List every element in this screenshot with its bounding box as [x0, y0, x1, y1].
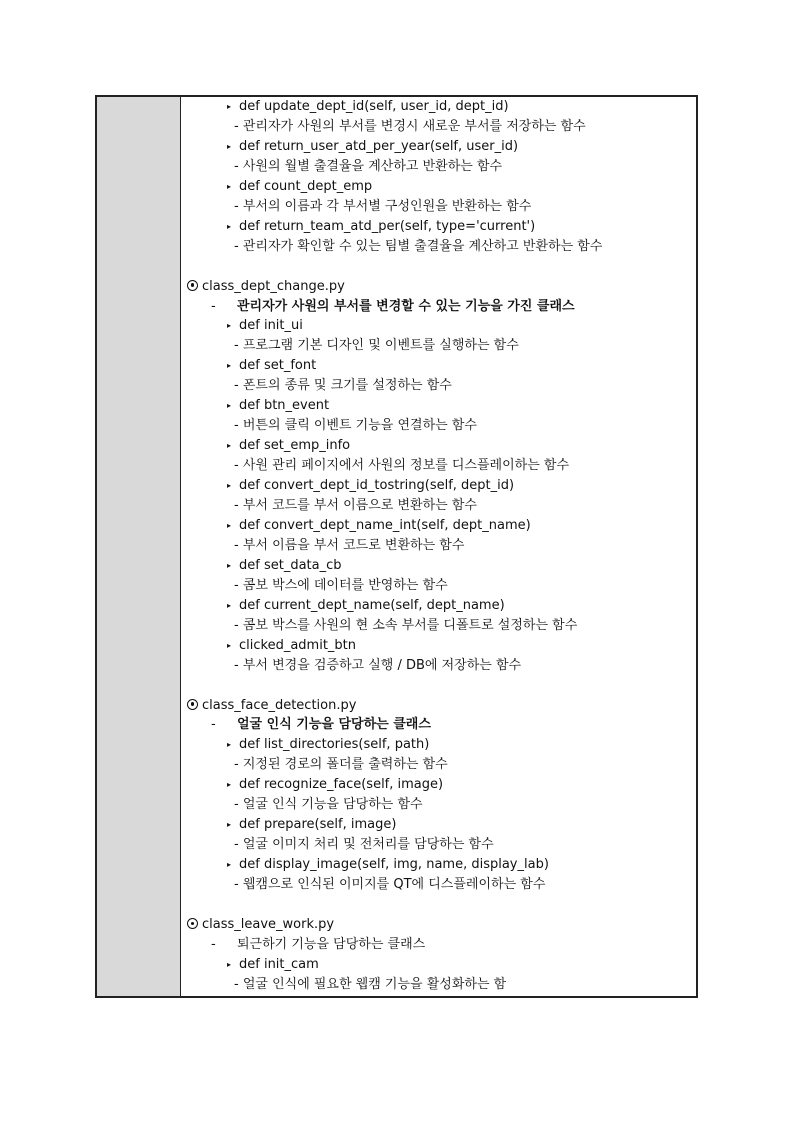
function-description-line — [234, 837, 494, 853]
function-def-line — [227, 817, 396, 833]
function-signature: def btn_event — [239, 398, 330, 414]
function-description-line — [234, 338, 519, 354]
function-signature: def return_team_atd_per(self, type='current') — [239, 218, 536, 234]
function-signature: def set_data_cb — [239, 557, 342, 573]
function-description: - 부서 코드를 부서 이름으로 변환하는 함수 — [234, 498, 477, 513]
function-description: - 부서의 이름과 각 부서별 구성인원을 반환하는 함수 — [234, 198, 532, 214]
function-def-line — [227, 318, 303, 334]
bullet-triangle-icon: ▸ — [227, 221, 232, 231]
function-description: - 버튼의 클릭 이벤트 기능을 연결하는 함수 — [234, 418, 477, 434]
function-signature: def set_font — [239, 358, 317, 374]
bullet-triangle-icon: ▸ — [227, 481, 232, 491]
bullet-triangle-icon: ▸ — [227, 959, 232, 969]
section-filename: class_dept_change.py — [202, 278, 345, 294]
function-description-line — [234, 199, 531, 215]
function-def-line — [227, 99, 509, 115]
function-description-line — [234, 498, 477, 514]
function-description: - 콤보 박스에 데이터를 반영하는 함수 — [234, 577, 448, 593]
section-filename: class_leave_work.py — [202, 916, 335, 932]
function-description: - 사원의 월별 출결율을 계산하고 반환하는 함수 — [234, 158, 503, 174]
function-signature: def set_emp_info — [239, 438, 351, 454]
summary-dash: - — [211, 717, 216, 733]
function-description-line — [234, 159, 502, 175]
function-signature: def init_cam — [239, 956, 319, 972]
bullet-triangle-icon: ▸ — [227, 740, 232, 750]
function-signature: def current_dept_name(self, dept_name) — [239, 597, 505, 613]
function-description: - 지정된 경로의 폴더를 출력하는 함수 — [234, 757, 448, 773]
function-description: - 얼굴 이미지 처리 및 전처리를 담당하는 함수 — [234, 837, 494, 853]
bullet-triangle-icon: ▸ — [227, 441, 232, 451]
function-def-line — [227, 638, 356, 654]
function-def-line — [227, 438, 350, 454]
function-description: - 관리자가 사원의 부서를 변경시 새로운 부서를 저장하는 함수 — [234, 118, 586, 134]
bullet-triangle-icon: ▸ — [227, 600, 232, 610]
function-description: - 얼굴 인식 기능을 담당하는 함수 — [234, 797, 423, 813]
class-summary: 퇴근하기 기능을 담당하는 클래스 — [237, 936, 426, 952]
function-def-line — [227, 179, 372, 195]
bullet-triangle-icon: ▸ — [227, 102, 232, 111]
function-def-line — [227, 737, 429, 753]
function-def-line — [227, 478, 514, 494]
function-description: - 사원 관리 페이지에서 사원의 정보를 디스플레이하는 함수 — [234, 458, 570, 474]
function-signature: def display_image(self, img, name, display_lab) — [239, 857, 549, 873]
bullet-triangle-icon: ▸ — [227, 640, 232, 650]
class-summary: 얼굴 인식 기능을 담당하는 클래스 — [237, 717, 431, 733]
function-description-line — [234, 578, 448, 594]
circle-bullet-icon — [187, 280, 198, 291]
function-description-line — [234, 618, 577, 634]
function-description: - 콤보 박스를 사원의 현 소속 부서를 디폴트로 설정하는 함수 — [234, 617, 578, 633]
bullet-triangle-icon: ▸ — [227, 560, 232, 570]
function-signature: def convert_dept_name_int(self, dept_name) — [239, 517, 531, 533]
function-description-line — [234, 239, 602, 255]
section-title — [187, 917, 334, 933]
bullet-triangle-icon: ▸ — [227, 141, 232, 151]
function-def-line — [227, 777, 443, 793]
function-def-line — [227, 139, 518, 155]
function-def-line — [227, 358, 316, 374]
function-signature: def list_directories(self, path) — [239, 737, 430, 753]
table-content-cell — [181, 97, 696, 996]
function-description-line — [234, 378, 452, 394]
function-def-line — [227, 857, 549, 873]
function-description: - 부서 이름을 부서 코드로 변환하는 함수 — [234, 537, 465, 553]
function-description-line — [234, 757, 448, 773]
table-left-column — [97, 97, 181, 996]
function-description-line — [234, 458, 569, 474]
section-summary — [211, 717, 431, 733]
bullet-triangle-icon: ▸ — [227, 860, 232, 870]
bullet-triangle-icon: ▸ — [227, 520, 232, 530]
bullet-triangle-icon: ▸ — [227, 401, 232, 411]
function-signature: def return_user_atd_per_year(self, user_id) — [239, 138, 519, 154]
function-def-line — [227, 598, 505, 614]
bullet-triangle-icon: ▸ — [227, 361, 232, 371]
function-description-line — [234, 418, 477, 434]
function-def-line — [227, 219, 535, 235]
function-def-line — [227, 558, 342, 574]
function-description-line — [234, 977, 506, 993]
function-description: - 얼굴 인식에 필요한 웹캠 기능을 활성화하는 함 — [234, 976, 507, 992]
function-description: - 프로그램 기본 디자인 및 이벤트를 실행하는 함수 — [234, 338, 519, 354]
bullet-triangle-icon: ▸ — [227, 181, 232, 191]
function-description-line — [234, 877, 545, 893]
section-filename: class_face_detection.py — [202, 697, 357, 713]
function-description-line — [234, 119, 586, 135]
bullet-triangle-icon: ▸ — [227, 321, 232, 331]
function-signature: def prepare(self, image) — [239, 817, 397, 833]
section-title — [187, 279, 345, 295]
function-signature: def update_dept_id(self, user_id, dept_id) — [239, 99, 509, 114]
bullet-triangle-icon: ▸ — [227, 780, 232, 790]
function-description: - 관리자가 확인할 수 있는 팀별 출결율을 계산하고 반환하는 함수 — [234, 238, 603, 254]
circle-bullet-icon — [187, 918, 198, 929]
function-def-line — [227, 398, 329, 414]
function-description-line — [234, 797, 423, 813]
function-signature: def count_dept_emp — [239, 178, 373, 194]
function-signature: clicked_admit_btn — [239, 637, 357, 653]
function-def-line — [227, 957, 319, 973]
function-def-line — [227, 518, 531, 534]
class-summary: 관리자가 사원의 부서를 변경할 수 있는 기능을 가진 클래스 — [237, 298, 575, 314]
document-table — [95, 95, 698, 998]
function-signature: def recognize_face(self, image) — [239, 777, 444, 793]
function-signature: def init_ui — [239, 318, 303, 334]
function-description: - 폰트의 종류 및 크기를 설정하는 함수 — [234, 378, 452, 394]
summary-dash: - — [211, 298, 216, 314]
function-description: - 웹캠으로 인식된 이미지를 QT에 디스플레이하는 함수 — [234, 877, 546, 893]
function-description-line — [234, 658, 521, 674]
section-summary — [211, 937, 425, 953]
circle-bullet-icon — [187, 699, 198, 710]
section-title — [187, 698, 356, 714]
function-description: - 부서 변경을 검증하고 실행 / DB에 저장하는 함수 — [234, 657, 522, 673]
section-summary — [211, 299, 575, 315]
function-description-line — [234, 538, 464, 554]
summary-dash: - — [211, 936, 216, 952]
function-signature: def convert_dept_id_tostring(self, dept_id) — [239, 478, 515, 494]
bullet-triangle-icon: ▸ — [227, 820, 232, 830]
